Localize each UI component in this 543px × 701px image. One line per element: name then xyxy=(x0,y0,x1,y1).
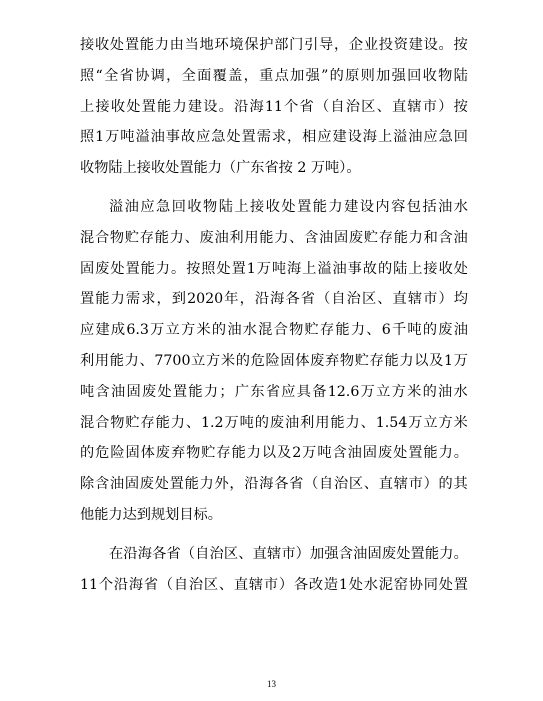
text-line: 除 含 油 固 废 处 置 能 力 外 ， 沿 海 各 省 （ 自 治 区 、 直 辖 市 ） 的 其 xyxy=(80,476,468,493)
paragraph-spacer xyxy=(80,531,468,539)
text-line: 上 接 收 处 置 能 力 建 设 。 沿 海 11 个 省 （ 自 治 区 、 直 辖 市 ） 按 xyxy=(80,98,468,115)
text-line: 照 “ 全 省 协 调 ， 全 面 覆 盖 ， 重 点 加 强 ” 的 原 则 加 强 回 收 物 陆 xyxy=(80,67,468,84)
text-line: 混 合 物 贮 存 能 力 、 1.2 万 吨 的 废 油 利 用 能 力 、 1.54 万 立 方 米 xyxy=(80,414,468,431)
text-line: 11 个 沿 海 省 （ 自 治 区 、 直 辖 市 ） 各 改 造 1 处 水 泥 窑 协 同 处 置 xyxy=(80,576,468,593)
text-line: 混 合 物 贮 存 能 力 、 废 油 利 用 能 力 、 含 油 固 废 贮 存 能 力 和 含 油 xyxy=(80,229,468,246)
text-line: 照 1 万 吨 溢 油 事 故 应 急 处 置 需 求 ， 相 应 建 设 海 上 溢 油 应 急 回 xyxy=(80,129,468,146)
text-line: 溢 油 应 急 回 收 物 陆 上 接 收 处 置 能 力 建 设 内 容 包 括 油 水 xyxy=(109,198,468,215)
paragraph-spacer xyxy=(80,184,468,192)
text-line: 吨 含 油 固 废 处 置 能 力 ； 广 东 省 应 具 备 12.6 万 立 方 米 的 油 水 xyxy=(80,383,468,400)
document-body xyxy=(80,30,468,600)
text-line: 置 能 力 需 求 ， 到 2020 年 ， 沿 海 各 省 （ 自 治 区 、 直 辖 市 ） 均 xyxy=(80,291,468,308)
paragraph-1 xyxy=(80,30,468,184)
text-line: 的 危 险 固 体 废 弃 物 贮 存 能 力 以 及 2 万 吨 含 油 固 废 处 置 能 力 。 xyxy=(80,445,468,462)
text-line: 应 建 成 6.3 万 立 方 米 的 油 水 混 合 物 贮 存 能 力 、 6 千 吨 的 废 油 xyxy=(80,322,468,339)
text-line: 接 收 处 置 能 力 由 当 地 环 境 保 护 部 门 引 导 ， 企 业 投 资 建 设 。 按 xyxy=(80,37,468,53)
page-number: 13 xyxy=(267,679,276,689)
text-line: 他能力达到规划目标。 xyxy=(80,506,222,523)
paragraph-3 xyxy=(80,539,468,601)
text-line: 利 用 能 力 、 7700 立 方 米 的 危 险 固 体 废 弃 物 贮 存 能 力 以 及 1 万 xyxy=(80,352,468,369)
paragraph-2 xyxy=(80,192,468,531)
text-line: 在 沿 海 各 省 （ 自 治 区 、 直 辖 市 ） 加 强 含 油 固 废 处 置 能 力 。 xyxy=(109,545,468,562)
text-line: 收物陆上接收处置能力（广东省按 2 万吨）。 xyxy=(80,160,361,177)
text-line: 固 废 处 置 能 力 。 按 照 处 置 1 万 吨 海 上 溢 油 事 故 的 陆 上 接 收 处 xyxy=(80,260,468,277)
